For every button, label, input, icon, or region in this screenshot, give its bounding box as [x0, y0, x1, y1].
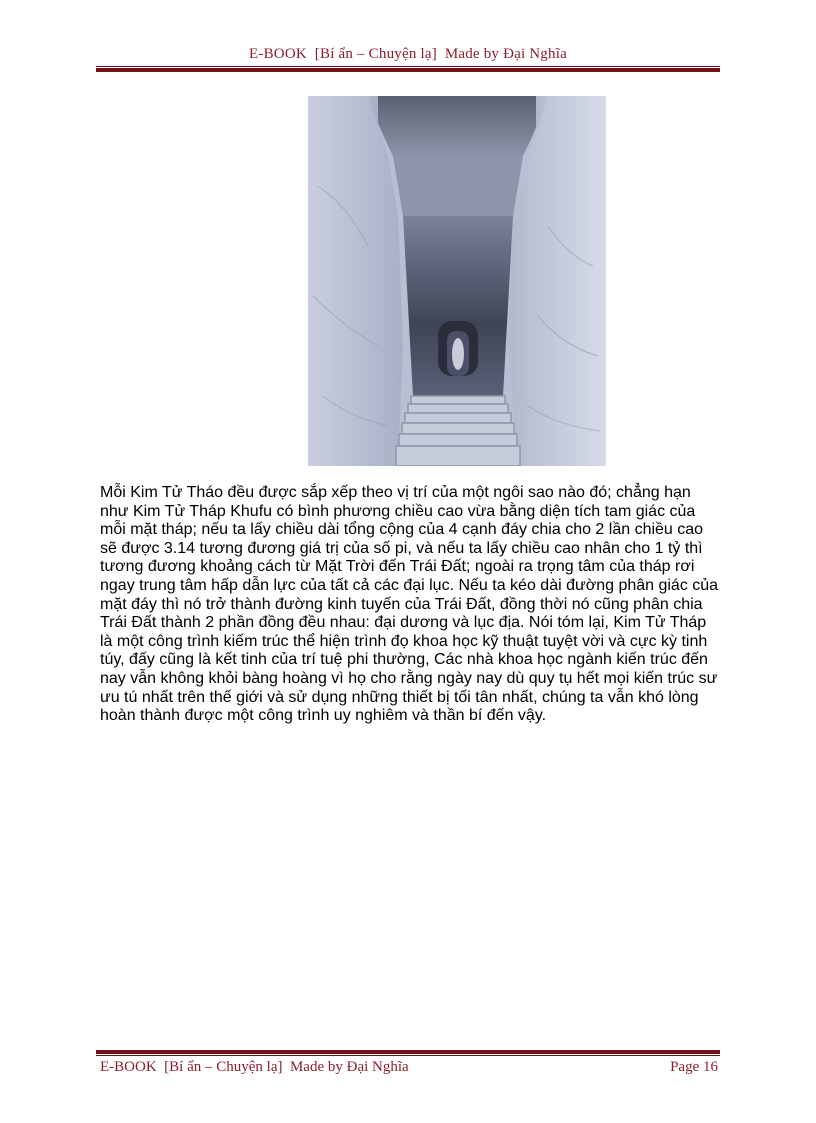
- footer-rule-thick: [96, 1050, 720, 1054]
- stairway-photo: [308, 96, 606, 466]
- header-rule-thick: [96, 68, 720, 72]
- stairway-image: [308, 96, 606, 466]
- header-title: E-BOOK [Bí ẩn – Chuyện lạ] Made by Đại Nghĩa: [249, 46, 567, 62]
- footer-rule-thin: [96, 1055, 720, 1056]
- body-paragraph: Mỗi Kim Tử Tháo đều được sắp xếp theo vị trí của một ngôi sao nào đó; chẳng hạn như Kim Tử Tháp Khufu có bình phương chiều cao vừa bằng diện tích tam giác của mỗi mặt tháp; nếu ta lấy chiều dài tổng cộng của 4 cạnh đáy chia cho 2 lần chiều cao sẽ được 3.14 tương đương giá trị của số pi, và nếu ta lấy chiều cao nhân cho 1 tỷ thì tương đương khoảng cách từ Mặt Trời đến Trái Đất; ngoài ra trọng tâm của tháp rơi ngay trung tâm hấp dẫn lực của tất cả các đại lục. Nếu ta kéo dài đường phân giác của mặt đáy thì nó trở thành đường kinh tuyến của Trái Đất, đồng thời nó cũng phân chia Trái Đất thành 2 phần đồng đều nhau: đại dương và lục địa. Nói tóm lại, Kim Tử Tháp là một công trình kiếm trúc thể hiện trình đọ khoa học kỹ thuật tuyệt vời và cực kỳ tinh túy, đấy cũng là kết tinh của trí tuệ phi thường, Các nhà khoa học ngành kiến trúc đến nay vẫn không khỏi bàng hoàng vì họ cho rằng ngày nay dù quy tụ hết mọi kiến trúc sư ưu tú nhất trên thế giới và sử dụng những thiết bị tối tân nhất, chúng ta vẫn khó lòng hoàn thành được một công trình uy nghiêm và thần bí đến vậy.: [100, 484, 719, 725]
- header-rule-thin: [96, 66, 720, 67]
- footer-title: E-BOOK [Bí ẩn – Chuyện lạ] Made by Đại Nghĩa: [100, 1059, 409, 1075]
- page-number: Page 16: [670, 1059, 718, 1075]
